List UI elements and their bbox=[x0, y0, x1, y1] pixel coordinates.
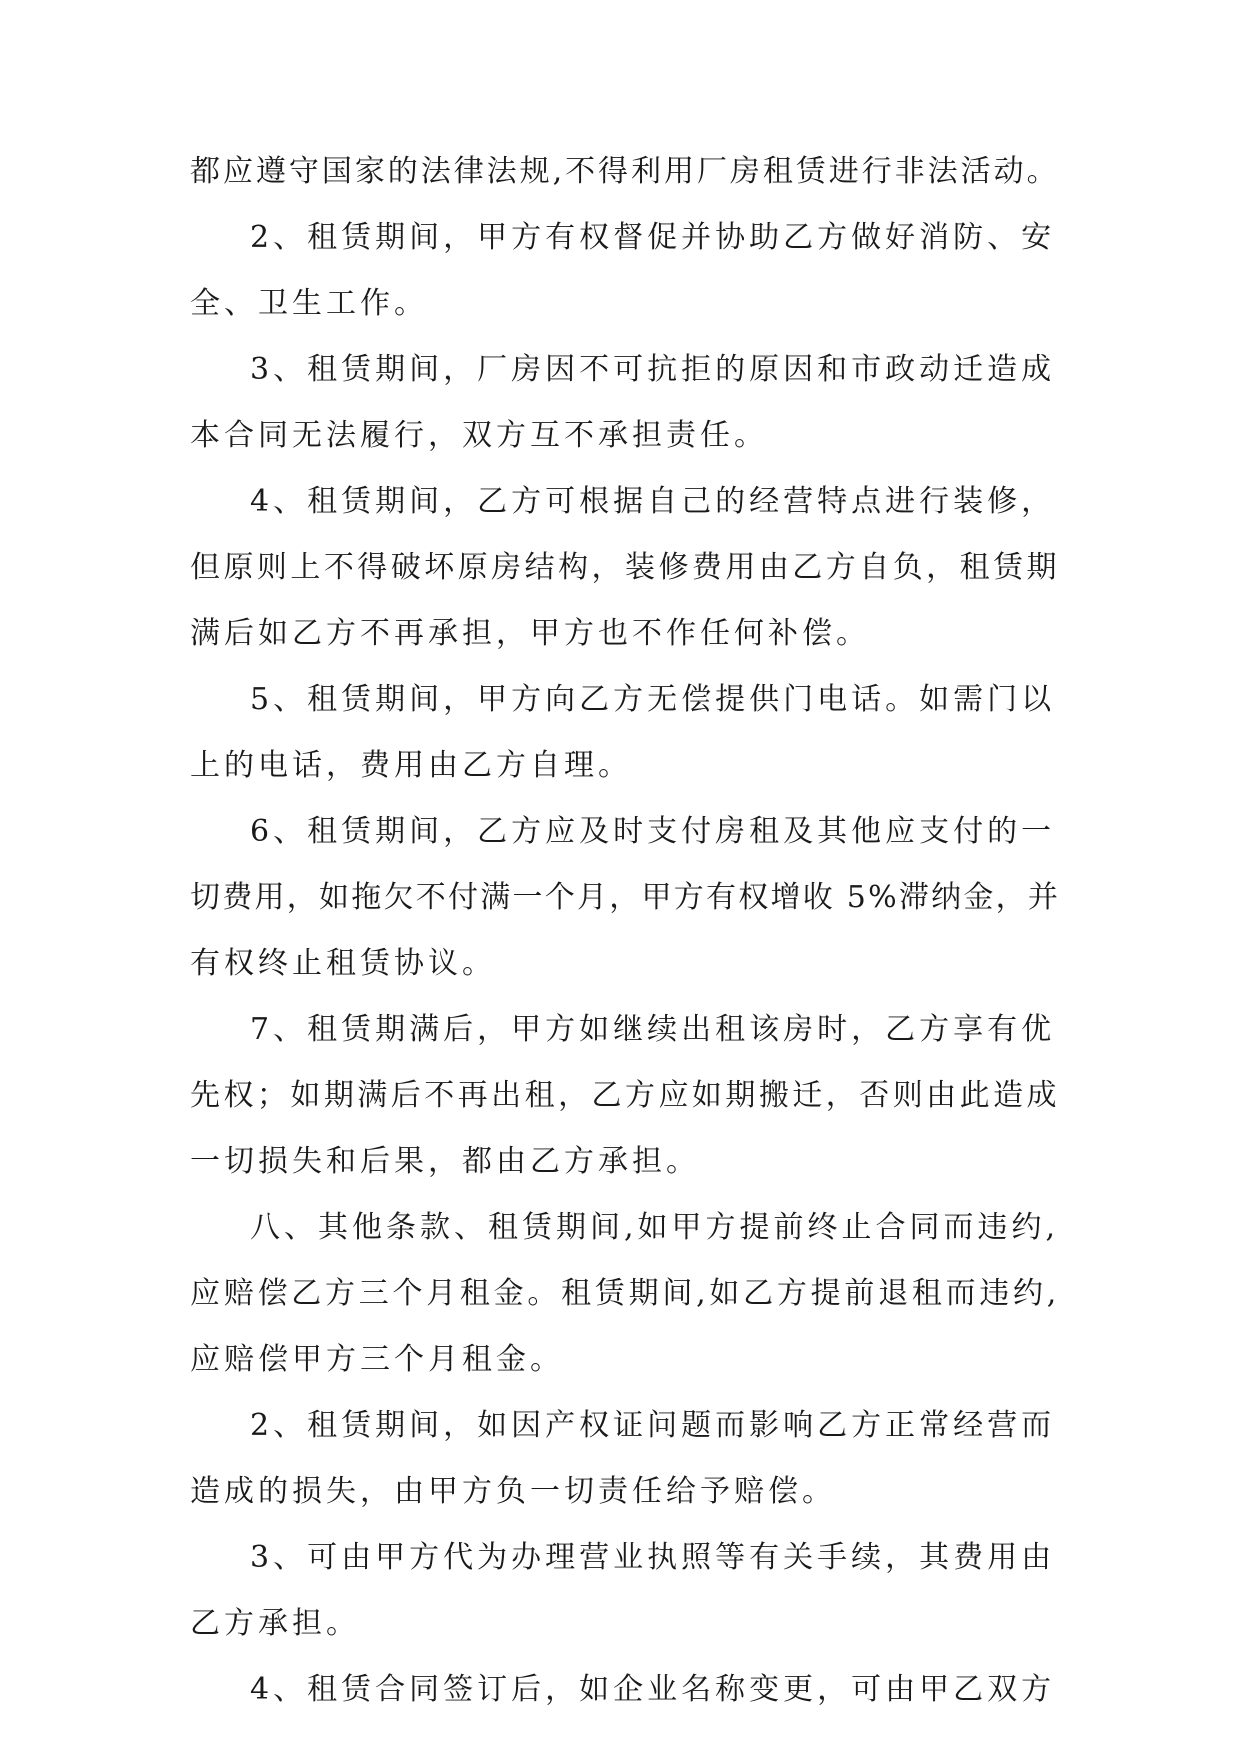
text-line-3: 全、卫生工作。 bbox=[190, 286, 428, 321]
text-line-12: 切费用，如拖欠不付满一个月，甲方有权增收 5%滞纳金，并 bbox=[190, 880, 1061, 915]
text-line-22: 3、可由甲方代为办理营业执照等有关手续，其费用由 bbox=[250, 1540, 1056, 1575]
text-line-11: 6、租赁期间，乙方应及时支付房租及其他应支付的一 bbox=[250, 814, 1056, 849]
text-line-15: 先权；如期满后不再出租，乙方应如期搬迁，否则由此造成 bbox=[190, 1078, 1060, 1113]
text-line-19: 应赔偿甲方三个月租金。 bbox=[190, 1342, 564, 1377]
text-line-21: 造成的损失，由甲方负一切责任给予赔偿。 bbox=[190, 1474, 836, 1509]
text-line-8: 满后如乙方不再承担，甲方也不作任何补偿。 bbox=[190, 616, 870, 651]
text-line-2: 2、租赁期间，甲方有权督促并协助乙方做好消防、安 bbox=[250, 220, 1056, 255]
text-line-10: 上的电话，费用由乙方自理。 bbox=[190, 748, 632, 783]
text-line-18: 应赔偿乙方三个月租金。租赁期间,如乙方提前退租而违约, bbox=[190, 1276, 1061, 1311]
text-line-14: 7、租赁期满后，甲方如继续出租该房时，乙方享有优 bbox=[250, 1012, 1056, 1047]
text-line-13: 有权终止租赁协议。 bbox=[190, 946, 496, 981]
text-line-7: 但原则上不得破坏原房结构，装修费用由乙方自负，租赁期 bbox=[190, 550, 1060, 585]
text-line-17: 八、其他条款、租赁期间,如甲方提前终止合同而违约, bbox=[250, 1210, 1060, 1245]
text-line-24: 4、租赁合同签订后，如企业名称变更，可由甲乙双方 bbox=[250, 1672, 1056, 1707]
text-line-9: 5、租赁期间，甲方向乙方无偿提供门电话。如需门以 bbox=[250, 682, 1056, 717]
text-line-16: 一切损失和后果，都由乙方承担。 bbox=[190, 1144, 700, 1179]
text-line-1: 都应遵守国家的法律法规,不得利用厂房租赁进行非法活动。 bbox=[190, 154, 1060, 189]
text-line-20: 2、租赁期间，如因产权证问题而影响乙方正常经营而 bbox=[250, 1408, 1056, 1443]
text-line-23: 乙方承担。 bbox=[190, 1606, 360, 1641]
text-line-6: 4、租赁期间，乙方可根据自己的经营特点进行装修， bbox=[250, 484, 1056, 519]
text-line-4: 3、租赁期间，厂房因不可抗拒的原因和市政动迁造成 bbox=[250, 352, 1056, 387]
text-line-5: 本合同无法履行，双方互不承担责任。 bbox=[190, 418, 768, 453]
